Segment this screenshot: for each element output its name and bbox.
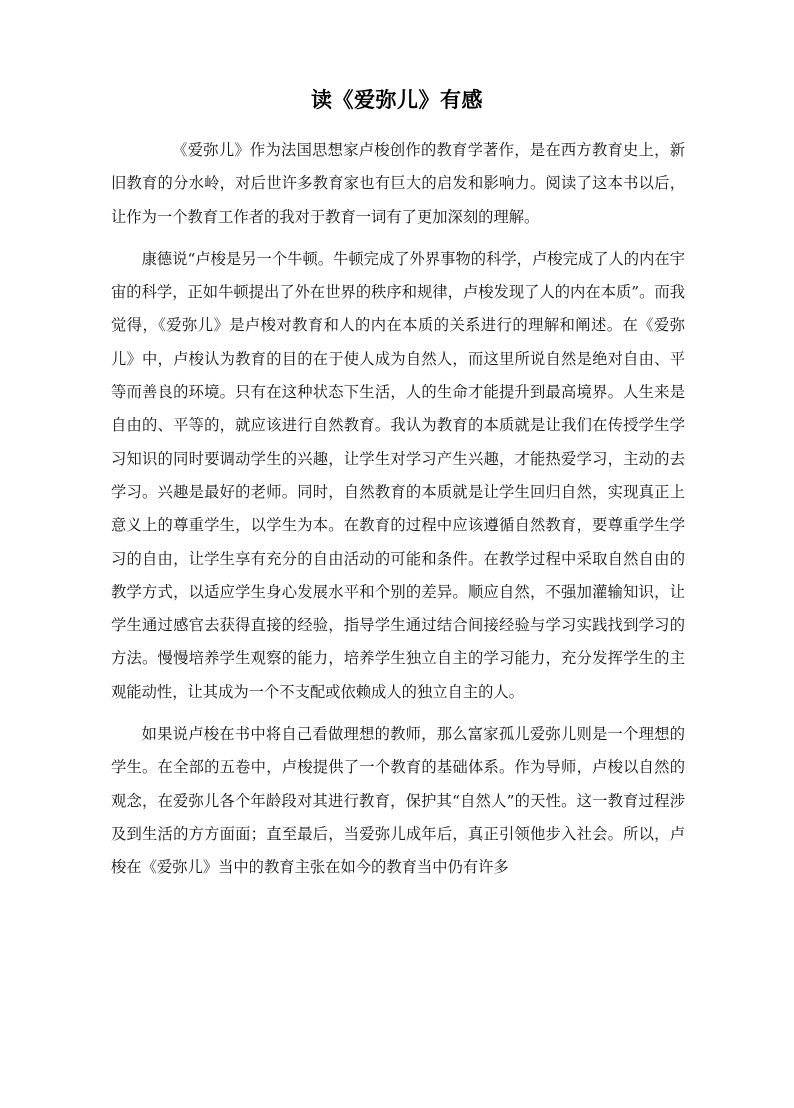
paragraph-1: 《爱弥儿》作为法国思想家卢梭创作的教育学著作，是在西方教育史上，新旧教育的分水岭，对后世许多教育家也有巨大的启发和影响力。阅读了这本书以后，让作为一个教育工作者的我对于教育一词有了更加深刻的理解。	[111, 141, 685, 226]
document-body	[111, 134, 685, 885]
paragraph-3: 如果说卢梭在书中将自己看做理想的教师，那么富家孤儿爱弥儿则是一个理想的学生。在全部的五卷中，卢梭提供了一个教育的基础体系。作为导师，卢梭以自然的观念，在爱弥儿各个年龄段对其进行教育，保护其“自然人”的天性。这一教育过程涉及到生活的方方面面；直至最后，当爱弥儿成年后，真正引领他步入社会。所以，卢梭在《爱弥儿》当中的教育主张在如今的教育当中仍有许多	[111, 725, 685, 877]
document-title: 读《爱弥儿》有感	[311, 88, 483, 112]
paragraph-2: 康德说“卢梭是另一个牛顿。牛顿完成了外界事物的科学，卢梭完成了人的内在宇宙的科学，正如牛顿提出了外在世界的秩序和规律，卢梭发现了人的内在本质”。而我觉得，《爱弥儿》是卢梭对教育和人的内在本质的关系进行的理解和阐述。在《爱弥儿》中，卢梭认为教育的目的在于使人成为自然人，而这里所说自然是绝对自由、平等而善良的环境。只有在这种状态下生活，人的生命才能提升到最高境界。人生来是自由的、平等的，就应该进行自然教育。我认为教育的本质就是让我们在传授学生学习知识的同时要调动学生的兴趣，让学生对学习产生兴趣，才能热爱学习，主动的去学习。兴趣是最好的老师。同时，自然教育的本质就是让学生回归自然，实现真正上意义上的尊重学生，以学生为本。在教育的过程中应该遵循自然教育，要尊重学生学习的自由，让学生享有充分的自由活动的可能和条件。在教学过程中采取自然自由的教学方式，以适应学生身心发展水平和个别的差异。顺应自然，不强加灌输知识，让学生通过感官去获得直接的经验，指导学生通过结合间接经验与学习实践找到学习的方法。慢慢培养学生观察的能力，培养学生独立自主的学习能力，充分发挥学生的主观能动性，让其成为一个不支配或依赖成人的独立自主的人。	[111, 249, 685, 701]
